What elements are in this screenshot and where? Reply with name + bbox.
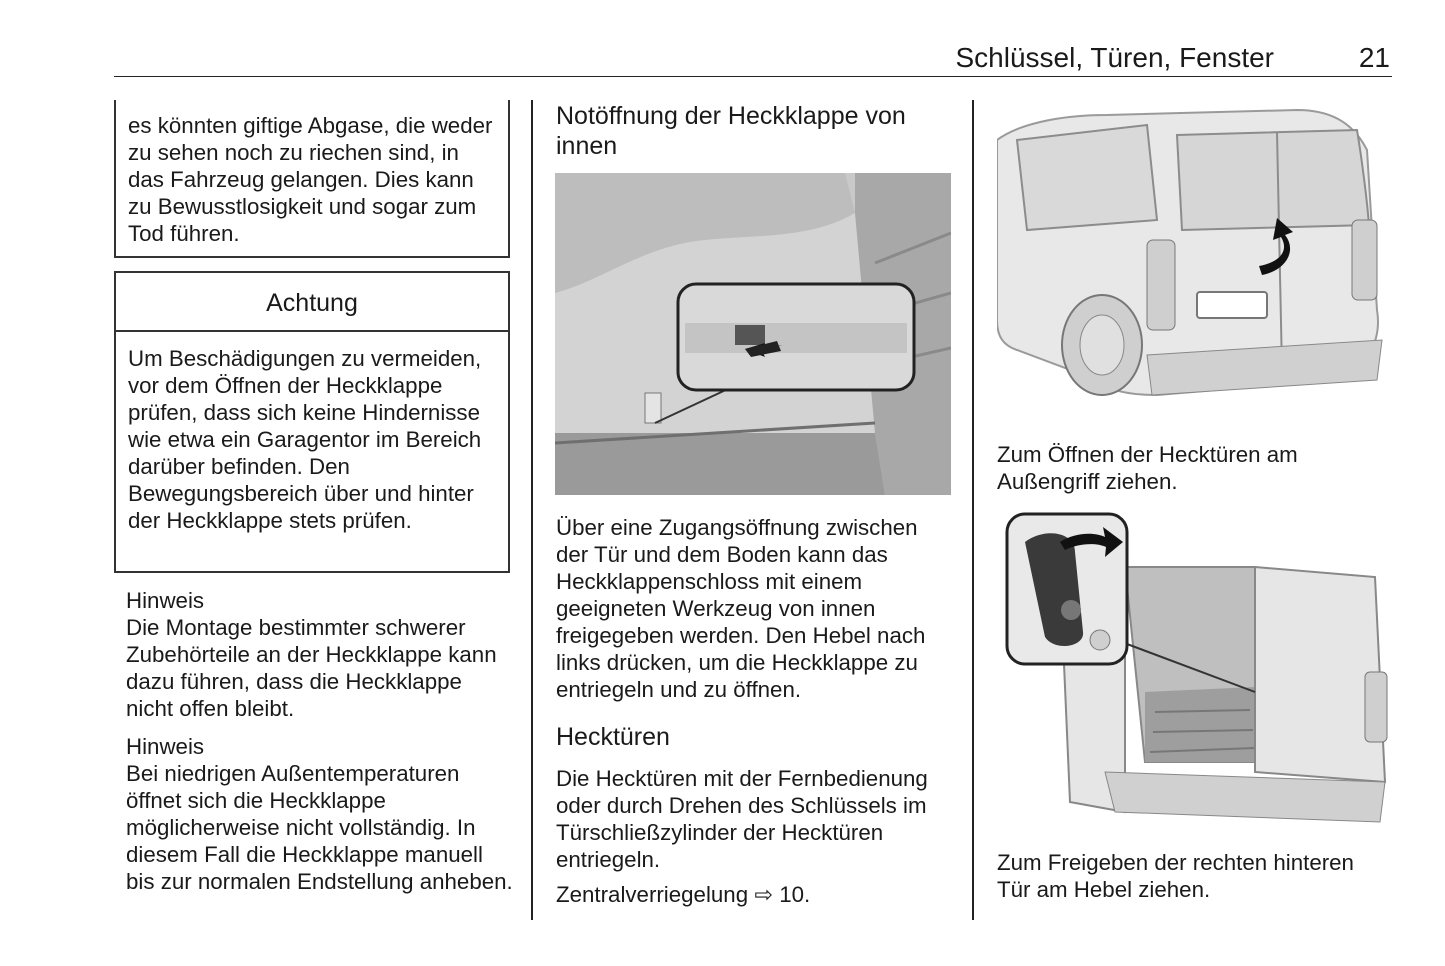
xref-page: 10.: [779, 882, 811, 907]
warning-text: es könnten giftige Abgase, die weder zu sehen noch zu riechen sind, in das Fahrzeug gelangen. Dies kann zu Bewusstlosigkeit und sogar zum Tod führen.: [128, 113, 493, 246]
note-text: Bei niedrigen Außentemperaturen öffnet sich die Heckklappe möglicherweise nicht vollständig. In diesem Fall die Heckklappe manuell bis zur normalen Endstellung anheben.: [126, 761, 513, 894]
column-divider-2: [972, 100, 974, 920]
chapter-title: Schlüssel, Türen, Fenster: [955, 42, 1274, 73]
note-text: Die Montage bestimmter schwerer Zubehörteile an der Heckklappe kann dazu führen, dass die Heckklappe nicht offen bleibt.: [126, 615, 497, 721]
page-number: 21: [1358, 42, 1390, 73]
caption-exterior-handle: Zum Öffnen der Hecktüren am Außengriff ziehen.: [997, 442, 1298, 494]
column-divider-1: [531, 100, 533, 920]
section-text-rear-doors: Die Hecktüren mit der Fernbedienung oder durch Drehen des Schlüssels im Türschließzylinder der Hecktüren entriegeln.: [556, 766, 928, 872]
section-title-rear-doors: Hecktüren: [556, 723, 670, 751]
caution-box: [114, 271, 510, 573]
van-rear-exterior-illustration: [997, 100, 1392, 400]
section-title-emergency-release: Notöffnung der Heckklappe von innen: [556, 102, 906, 160]
page-header: [114, 40, 1392, 77]
xref-label: Zentralverriegelung: [556, 882, 749, 907]
caption-interior-lever: Zum Freigeben der rechten hinteren Tür am Hebel ziehen.: [997, 850, 1354, 902]
section-text-emergency-release: Über eine Zugangsöffnung zwischen der Tür und dem Boden kann das Heckklappenschloss mit einem geeigneten Werkzeug von innen freigegeben werden. Den Hebel nach links drücken, um die Heckklappe zu entriegeln und zu öffnen.: [556, 515, 926, 702]
caution-heading: Achtung: [116, 273, 508, 332]
cross-reference[interactable]: [556, 881, 956, 908]
caution-text: Um Beschädigungen zu vermeiden, vor dem Öffnen der Heckklappe prüfen, dass sich keine Hindernisse wie etwa ein Garagentor im Bereich darüber befinden. Den Bewegungsbereich über und hinter der Heckklappe stets prüfen.: [128, 346, 482, 533]
note-label: Hinweis: [126, 734, 205, 759]
van-rear-doors-open-illustration: [1005, 512, 1393, 830]
note-label: Hinweis: [126, 588, 205, 613]
tailgate-interior-illustration: [555, 173, 951, 495]
warning-box-continued: [114, 100, 510, 258]
cross-reference-arrow-icon: ⇨: [754, 882, 773, 907]
